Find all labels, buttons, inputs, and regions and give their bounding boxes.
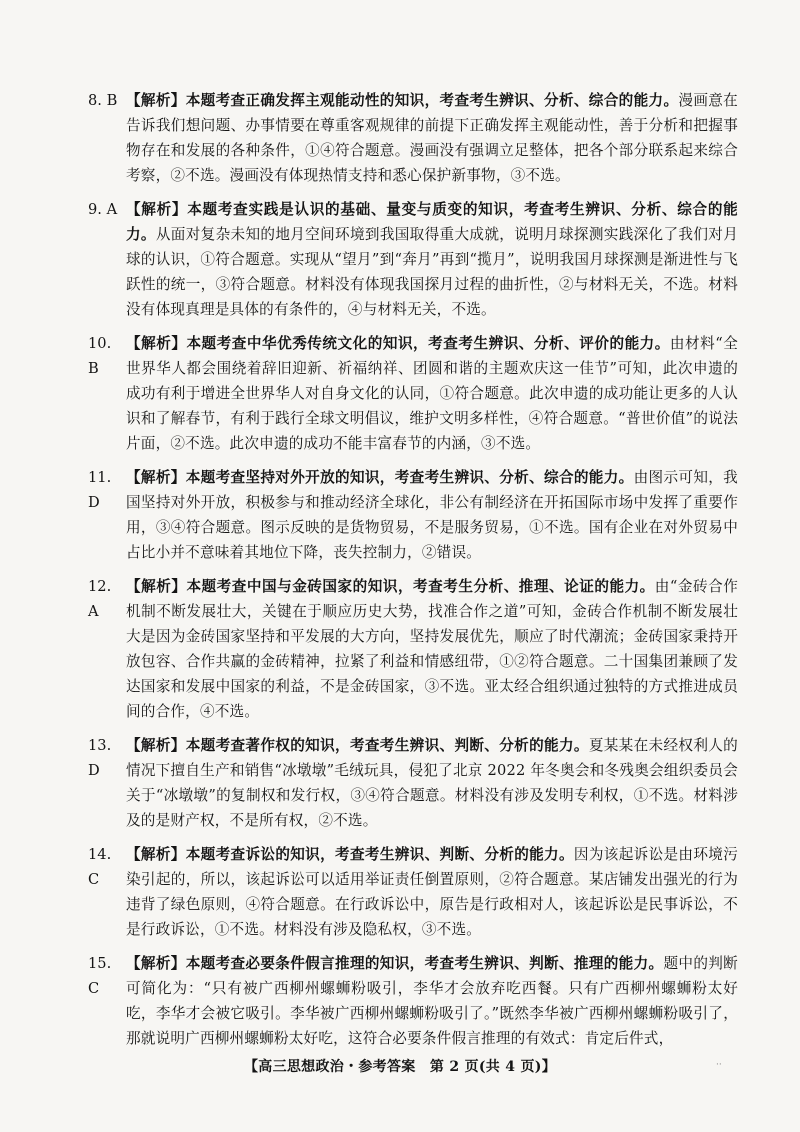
answer-body [126, 842, 738, 942]
analysis-text: 夏某某在未经权利人的情况下擅自生产和销售“冰墩墩”毛绒玩具，侵犯了北京 2022 年冬奥会和冬残奥会组织委员会关于“冰墩墩”的复制权和发行权，③④符合题意。材料没有涉及发明专利权，①不选。材料涉及的是财产权，不是所有权，②不选。 [126, 737, 738, 829]
analysis-tag: 【解析】 [126, 469, 186, 486]
question-number: 14. C [88, 846, 112, 888]
analysis-tag: 【解析】 [126, 578, 187, 595]
analysis-text: 因为该起诉讼是由环境污染引起的，所以，该起诉讼可以适用举证责任倒置原则，②符合题意。某店铺发出强光的行为违背了绿色原则，④符合题意。在行政诉讼中，原告是行政相对人，该起诉讼是民事诉讼，不是行政诉讼，①不选。材料没有涉及隐私权，③不选。 [126, 846, 739, 938]
answer-body [126, 951, 738, 1051]
analysis-text: 由材料“全世界华人都会围绕着辞旧迎新、祈福纳祥、团圆和谐的主题欢庆这一佳节”可知，此次申遗的成功有利于增进全世界华人对自身文化的认同，①符合题意。此次申遗的成功能让更多的人认识和了解春节，有利于践行全球文明倡议，维护文明多样性，④符合题意。“普世价值”的说法片面，②不选。此次申遗的成功不能丰富春节的内涵，③不选。 [126, 335, 738, 452]
answer-body [126, 331, 738, 456]
answer-item-12 [88, 574, 738, 724]
question-number: 9. A [88, 201, 118, 218]
analysis-intro: 本题考查诉讼的知识，考查考生辨识、判断、分析的能力。 [185, 846, 574, 863]
answer-body [126, 197, 738, 322]
answer-item-10 [88, 331, 738, 456]
analysis-intro: 本题考查必要条件假言推理的知识，考查考生辨识、判断、推理的能力。 [185, 955, 664, 972]
analysis-tag: 【解析】 [126, 201, 188, 218]
question-number: 13. D [88, 737, 112, 779]
question-number: 10. B [88, 335, 112, 377]
question-number: 11. D [88, 469, 112, 511]
analysis-intro: 本题考查坚持对外开放的知识，考查考生辨识、分析、综合的能力。 [185, 469, 634, 486]
analysis-text: 从面对复杂未知的地月空间环境到我国取得重大成就，说明月球探测实践深化了我们对月球的认识，①符合题意。实现从“望月”到“奔月”再到“揽月”，说明我国月球探测是渐进性与飞跃性的统一，③符合题意。材料没有体现我国探月过程的曲折性，②与材料无关，不选。材料没有体现真理是具体的有条件的，④与材料无关，不选。 [126, 226, 739, 318]
analysis-tag: 【解析】 [126, 955, 186, 972]
analysis-intro: 本题考查中国与金砖国家的知识，考查考生分析、推理、论证的能力。 [186, 578, 655, 595]
analysis-text: 由图示可知，我国坚持对外开放，积极参与和推动经济全球化，非公有制经济在开拓国际市场中发挥了重要作用，③④符合题意。图示反映的是货物贸易，不是服务贸易，①不选。国有企业在对外贸易中占比小并不意味着其地位下降，丧失控制力，②错误。 [126, 469, 738, 561]
analysis-tag: 【解析】 [126, 335, 187, 352]
answer-item-9 [88, 197, 738, 322]
question-number: 15. C [88, 955, 112, 997]
analysis-intro: 本题考查实践是认识的基础、量变与质变的知识，考查考生辨识、分析、综合的能力。 [126, 201, 738, 243]
answer-item-14 [88, 842, 738, 942]
page-footer: 【高三思想政治・参考答案 第 2 页(共 4 页)】 [243, 1059, 557, 1075]
answer-body [126, 465, 738, 565]
answer-item-8 [88, 88, 738, 188]
analysis-text: 题中的判断可简化为：“只有被广西柳州螺蛳粉吸引，李华才会放弃吃西餐。只有广西柳州螺蛳粉太好吃，李华才会被它吸引。李华被广西柳州螺蛳粉吸引了。”既然李华被广西柳州螺蛳粉吸引了，那就说明广西柳州螺蛳粉太好吃，这符合必要条件假言推理的有效式：肯定后件式， [126, 955, 738, 1047]
analysis-text: 漫画意在告诉我们想问题、办事情要在尊重客观规律的前提下正确发挥主观能动性，善于分析和把握事物存在和发展的各种条件，①④符合题意。漫画没有强调立足整体，把各个部分联系起来综合考察，②不选。漫画没有体现热情支持和悉心保护新事物，③不选。 [126, 92, 738, 184]
analysis-intro: 本题考查正确发挥主观能动性的知识，考查考生辨识、分析、综合的能力。 [185, 92, 679, 109]
corner-mark: ·· [716, 1060, 722, 1070]
analysis-tag: 【解析】 [126, 92, 186, 109]
analysis-text: 由“金砖合作机制不断发展壮大，关键在于顺应历史大势，找准合作之道”可知，金砖合作机制不断发展壮大是因为金砖国家坚持和平发展的大方向，坚持发展优先，顺应了时代潮流；金砖国家秉持开放包容、合作共赢的金砖精神，拉紧了利益和情感纽带，①②符合题意。二十国集团兼顾了发达国家和发展中国家的利益，不是金砖国家，③不选。亚太经合组织通过独特的方式推进成员间的合作，④不选。 [126, 578, 738, 720]
question-number: 12. A [88, 578, 112, 620]
answer-body [126, 88, 738, 188]
analysis-intro: 本题考查著作权的知识，考查考生辨识、判断、分析的能力。 [185, 737, 589, 754]
answer-body [126, 574, 738, 724]
analysis-intro: 本题考查中华优秀传统文化的知识，考查考生辨识、分析、评价的能力。 [186, 335, 670, 352]
answer-item-11 [88, 465, 738, 565]
answer-list [88, 88, 738, 1060]
answer-body [126, 733, 738, 833]
analysis-tag: 【解析】 [126, 737, 186, 754]
answer-item-13 [88, 733, 738, 833]
analysis-tag: 【解析】 [126, 846, 186, 863]
question-number: 8. B [88, 92, 118, 109]
answer-item-15 [88, 951, 738, 1051]
